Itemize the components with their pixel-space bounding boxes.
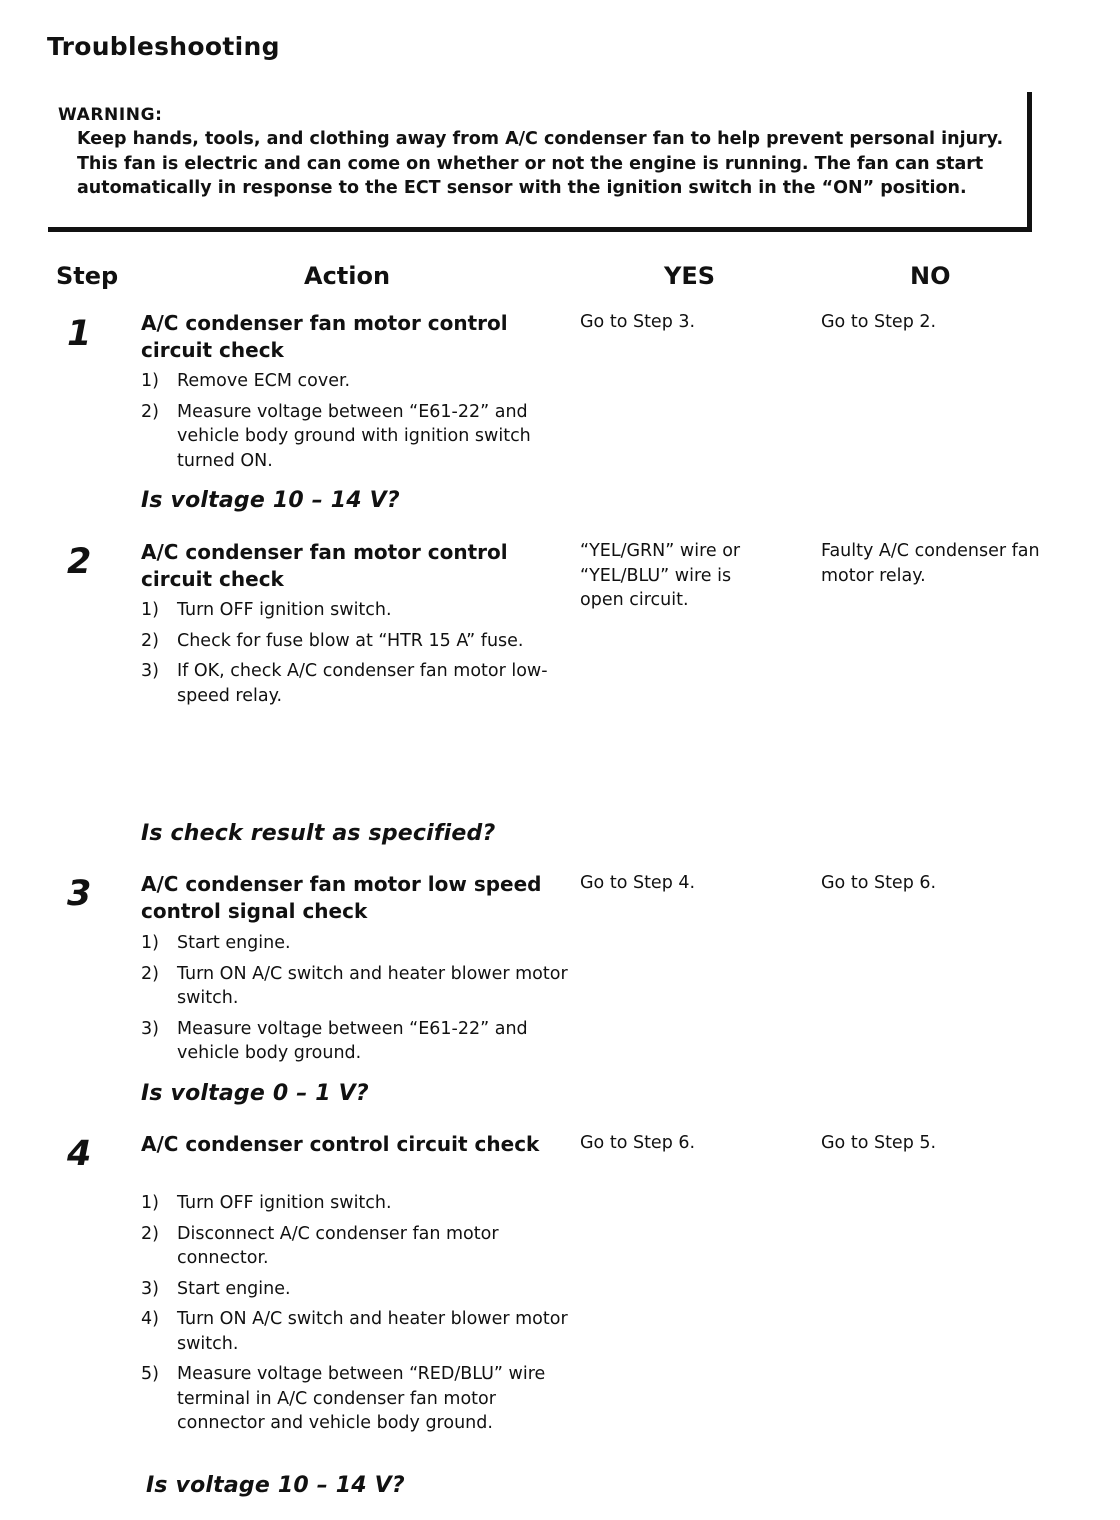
warning-text: Keep hands, tools, and clothing away from A/C condenser fan to help prevent personal injury. This fan is electric and can come on whether or not the engine is running. The fan can start automatically in response to the ECT sensor with the ignition switch in the “ON” position. — [77, 129, 1004, 198]
list-item-text: Turn ON A/C switch and heater blower motor switch. — [177, 963, 568, 1008]
step-action-list — [141, 598, 571, 714]
step-yes-result: Go to Step 4. — [580, 873, 696, 893]
step-question: Is voltage 10 – 14 V? — [146, 1473, 405, 1498]
list-item — [141, 931, 571, 956]
header-no: NO — [910, 262, 951, 290]
step-question: Is check result as specified? — [141, 821, 496, 846]
list-item-text: Disconnect A/C condenser fan motor connector. — [177, 1223, 499, 1268]
step-number: 1 — [67, 314, 92, 354]
step-yes-result: Go to Step 3. — [580, 312, 696, 332]
step-yes-result: Go to Step 6. — [580, 1133, 696, 1153]
step-title: A/C condenser fan motor control circuit check — [141, 311, 508, 362]
step-question: Is voltage 10 – 14 V? — [141, 488, 400, 513]
list-item-number: 2) — [141, 963, 159, 984]
step-title: A/C condenser control circuit check — [141, 1132, 540, 1156]
warning-box — [48, 92, 1032, 232]
list-item-text: If OK, check A/C condenser fan motor low-speed relay. — [177, 661, 548, 706]
step-no-result: Go to Step 6. — [821, 873, 937, 893]
step-no-result: Go to Step 5. — [821, 1133, 937, 1153]
list-item — [141, 1307, 571, 1356]
list-item-number: 1) — [141, 933, 159, 953]
list-item — [141, 1362, 571, 1436]
step-yes-result: “YEL/GRN” wire or “YEL/BLU” wire is open circuit. — [580, 541, 741, 610]
step-no-result: Go to Step 2. — [821, 312, 937, 332]
list-item — [141, 1017, 571, 1066]
list-item — [141, 1222, 571, 1271]
list-item-text: Check for fuse blow at “HTR 15 A” fuse. — [177, 630, 524, 651]
list-item — [141, 369, 571, 394]
list-item-text: Start engine. — [177, 933, 291, 953]
list-item-number: 1) — [141, 371, 159, 391]
list-item-text: Turn OFF ignition switch. — [177, 1193, 392, 1213]
list-item-number: 1) — [141, 600, 159, 620]
list-item-number: 3) — [141, 661, 159, 681]
list-item-number: 2) — [141, 1223, 159, 1244]
list-item — [141, 1277, 571, 1302]
list-item-text: Start engine. — [177, 1278, 291, 1299]
list-item — [141, 1191, 571, 1216]
page-title: Troubleshooting — [47, 32, 280, 61]
list-item — [141, 400, 571, 474]
warning-label: WARNING: — [58, 105, 163, 125]
list-item-number: 3) — [141, 1018, 159, 1039]
header-step: Step — [56, 262, 119, 290]
list-item-number: 2) — [141, 401, 159, 422]
list-item-text: Measure voltage between “E61-22” and vehicle body ground. — [177, 1018, 528, 1063]
list-item — [141, 598, 571, 623]
step-number: 2 — [67, 542, 92, 582]
header-yes: YES — [664, 262, 716, 290]
step-number: 4 — [67, 1134, 92, 1174]
step-no-result: Faulty A/C condenser fan motor relay. — [821, 541, 1040, 586]
list-item — [141, 962, 571, 1011]
list-item-number: 3) — [141, 1278, 159, 1299]
list-item-number: 4) — [141, 1309, 159, 1329]
step-title: A/C condenser fan motor low speed control signal check — [141, 872, 542, 923]
list-item-text: Measure voltage between “E61-22” and vehicle body ground with ignition switch turned ON. — [177, 401, 531, 471]
list-item-text: Measure voltage between “RED/BLU” wire terminal in A/C condenser fan motor connector and vehicle body ground. — [177, 1364, 546, 1433]
step-question: Is voltage 0 – 1 V? — [141, 1081, 369, 1106]
header-action: Action — [304, 262, 391, 290]
step-action-list — [141, 1191, 571, 1442]
list-item-number: 5) — [141, 1364, 159, 1384]
list-item-text: Turn ON A/C switch and heater blower motor switch. — [177, 1309, 568, 1354]
step-action-list — [141, 931, 571, 1072]
step-number: 3 — [67, 874, 92, 914]
list-item-text: Turn OFF ignition switch. — [177, 600, 392, 620]
step-title: A/C condenser fan motor control circuit check — [141, 540, 508, 591]
list-item-text: Remove ECM cover. — [177, 371, 351, 391]
list-item — [141, 629, 571, 654]
list-item-number: 2) — [141, 630, 159, 651]
step-action-list — [141, 369, 571, 479]
list-item — [141, 659, 571, 708]
list-item-number: 1) — [141, 1193, 159, 1213]
